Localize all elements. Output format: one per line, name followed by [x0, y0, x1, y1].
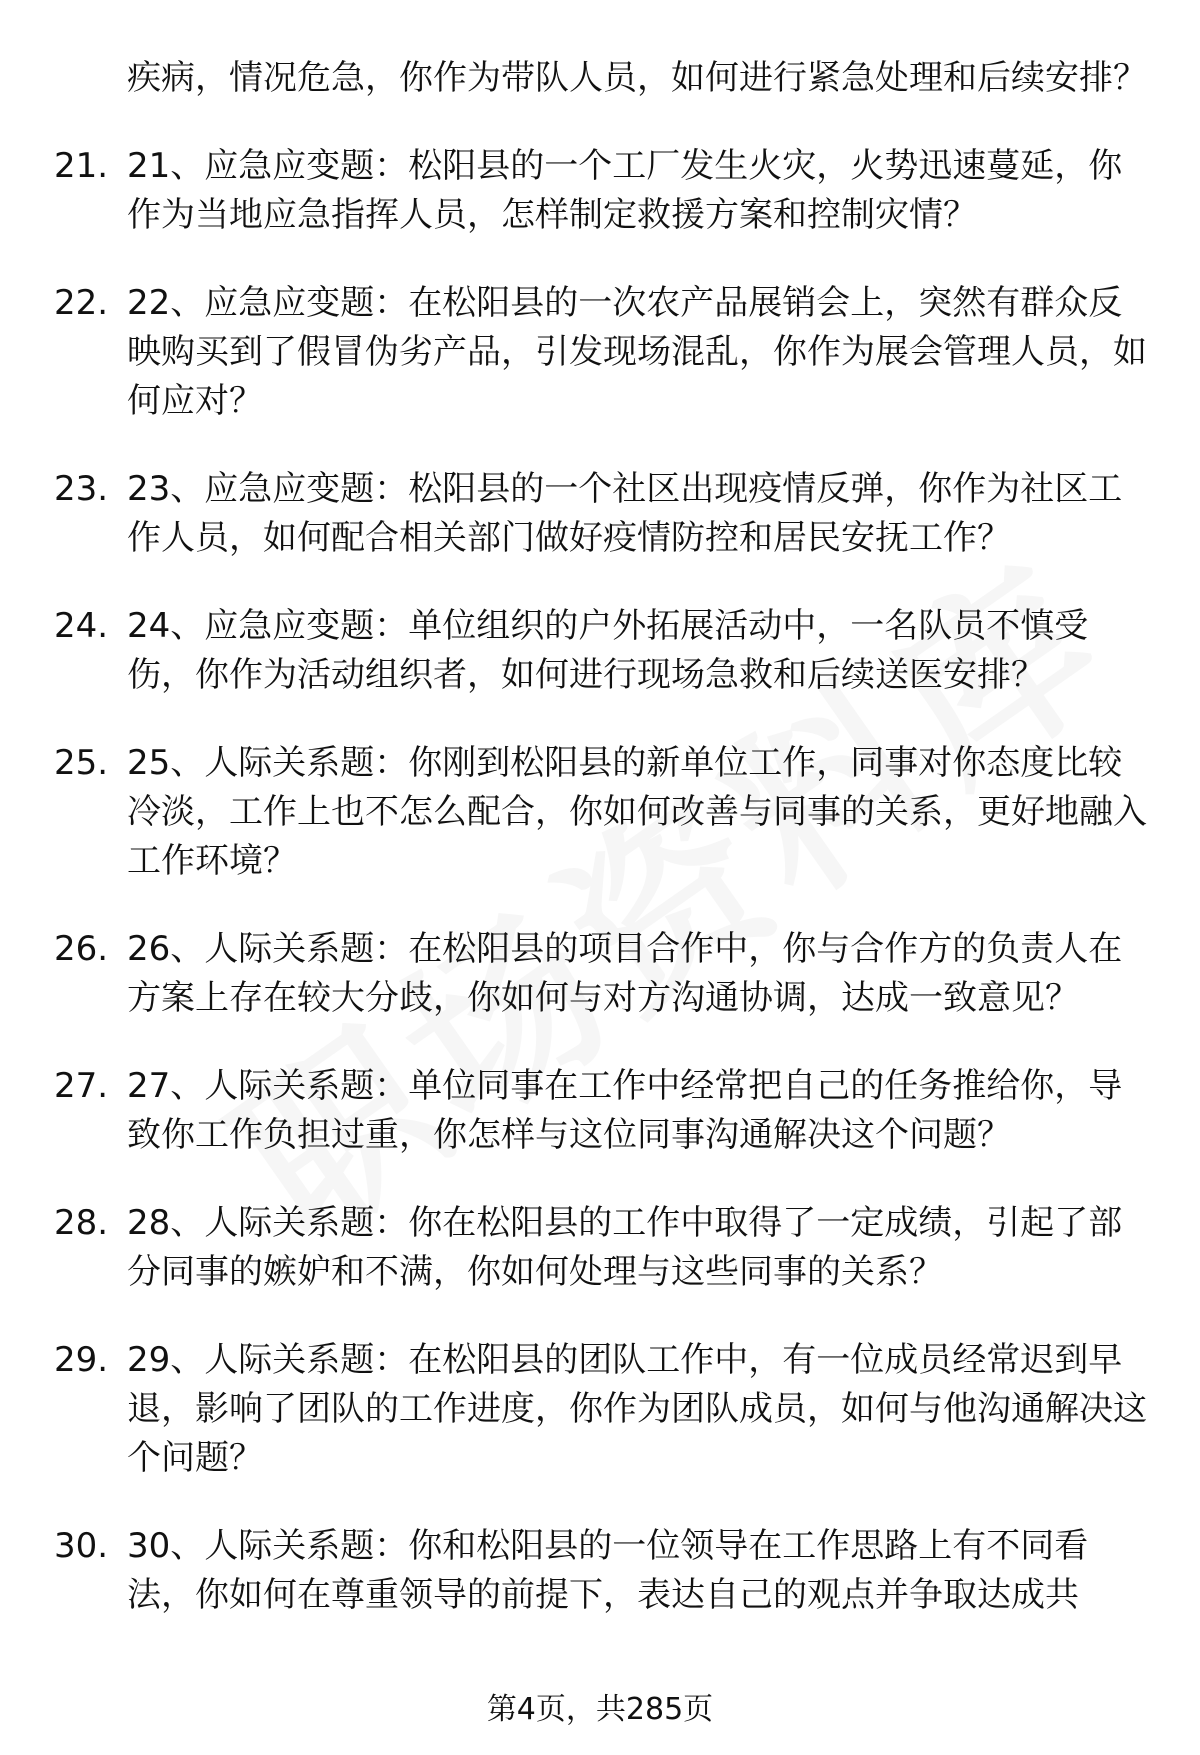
- list-item: [0, 925, 1147, 1023]
- item-text: 25、人际关系题：你刚到松阳县的新单位工作，同事对你态度比较冷淡，工作上也不怎么配合，你如何改善与同事的关系，更好地融入工作环境？: [127, 743, 1147, 881]
- list-item: [0, 739, 1147, 886]
- continuation-text-block: [0, 54, 1147, 103]
- list-item: [0, 1062, 1147, 1160]
- item-number: 21.: [54, 146, 109, 186]
- item-text: 23、应急应变题：松阳县的一个社区出现疫情反弹，你作为社区工作人员，如何配合相关部门做好疫情防控和居民安抚工作？: [127, 469, 1123, 558]
- item-text: 27、人际关系题：单位同事在工作中经常把自己的任务推给你，导致你工作负担过重，你怎样与这位同事沟通解决这个问题？: [127, 1066, 1123, 1155]
- list-item: [0, 602, 1147, 700]
- item-number: 23.: [54, 469, 109, 509]
- item-number: 25.: [54, 743, 109, 783]
- item-number: 24.: [54, 606, 109, 646]
- list-item: [0, 465, 1147, 563]
- list-item: [0, 1199, 1147, 1297]
- continuation-text: 疾病，情况危急，你作为带队人员，如何进行紧急处理和后续安排？: [127, 58, 1147, 98]
- item-number: 30.: [54, 1526, 109, 1566]
- item-text: 29、人际关系题：在松阳县的团队工作中，有一位成员经常迟到早退，影响了团队的工作进度，你作为团队成员，如何与他沟通解决这个问题？: [127, 1340, 1147, 1478]
- item-number: 22.: [54, 283, 109, 323]
- item-text: 30、人际关系题：你和松阳县的一位领导在工作思路上有不同看法，你如何在尊重领导的前提下，表达自己的观点并争取达成共: [127, 1526, 1089, 1615]
- list-item: [0, 142, 1147, 240]
- item-number: 29.: [54, 1340, 109, 1380]
- list-item: [0, 1336, 1147, 1483]
- item-number: 27.: [54, 1066, 109, 1106]
- item-text: 26、人际关系题：在松阳县的项目合作中，你与合作方的负责人在方案上存在较大分歧，你如何与对方沟通协调，达成一致意见？: [127, 929, 1123, 1018]
- list-item: [0, 1522, 1147, 1620]
- item-number: 26.: [54, 929, 109, 969]
- item-text: 22、应急应变题：在松阳县的一次农产品展销会上，突然有群众反映购买到了假冒伪劣产品，引发现场混乱，你作为展会管理人员，如何应对？: [127, 283, 1147, 421]
- item-text: 28、人际关系题：你在松阳县的工作中取得了一定成绩，引起了部分同事的嫉妒和不满，你如何处理与这些同事的关系？: [127, 1203, 1123, 1292]
- question-list: [0, 54, 1200, 1659]
- item-number: 28.: [54, 1203, 109, 1243]
- item-text: 21、应急应变题：松阳县的一个工厂发生火灾，火势迅速蔓延，你作为当地应急指挥人员，怎样制定救援方案和控制灾情？: [127, 146, 1123, 235]
- page-number-footer: 第4页，共285页: [486, 1692, 714, 1727]
- item-text: 24、应急应变题：单位组织的户外拓展活动中，一名队员不慎受伤，你作为活动组织者，如何进行现场急救和后续送医安排？: [127, 606, 1089, 695]
- list-item: [0, 279, 1147, 426]
